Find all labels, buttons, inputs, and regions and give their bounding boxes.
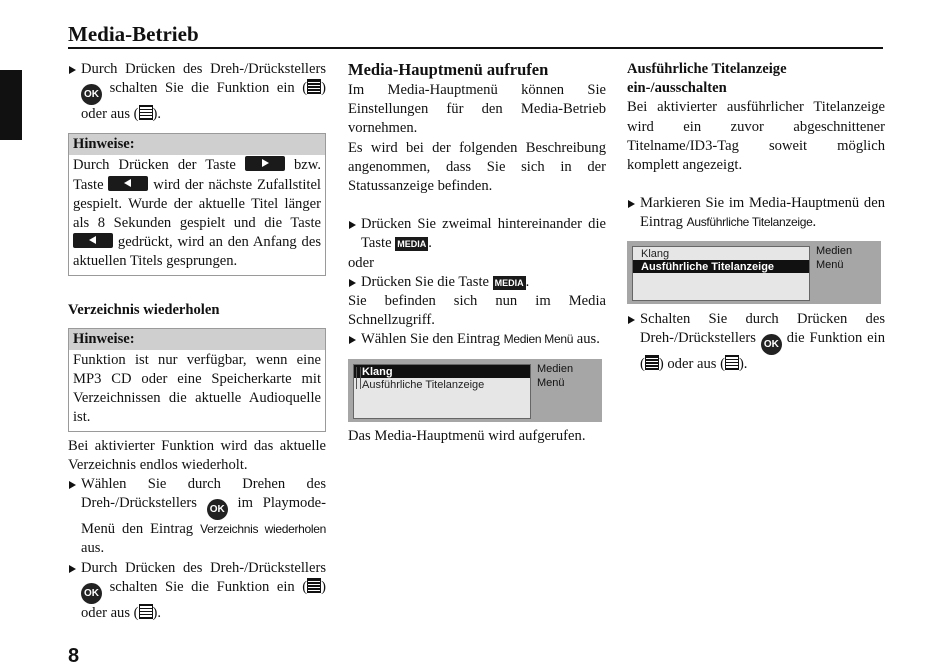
instruction-press-media: Drücken Sie die Taste MEDIA .	[348, 273, 606, 292]
ok-button-icon: OK	[81, 583, 102, 604]
paragraph-detailed-title: Bei aktivierter ausführlicher Titelanzeige wird ein zuvor abgeschnittener Titelname/ID3-Tag soweit möglich komplett angezeigt.	[627, 99, 885, 174]
screen-label: Menü	[816, 258, 844, 271]
section-heading: Media-Hauptmenü aufrufen	[348, 60, 549, 79]
note-box-shuffle	[68, 133, 326, 275]
paragraph-quick-access: Sie befinden sich nun im Media Schnellzugriff.	[348, 293, 606, 329]
off-state-icon	[139, 604, 153, 619]
previous-key-icon	[73, 233, 113, 248]
previous-key-icon	[108, 176, 148, 191]
on-state-icon	[307, 578, 321, 593]
menu-row-selected: Klang	[354, 365, 530, 378]
instruction-ok-toggle: Schalten Sie durch Drücken des Dreh-/Drückstellers OK die Funktion ein ( ) oder aus ( ).	[627, 310, 885, 374]
menu-list	[632, 246, 810, 301]
ok-button-icon: OK	[761, 334, 782, 355]
off-state-icon	[725, 355, 739, 370]
menu-list	[353, 364, 531, 419]
text-or: oder	[348, 254, 374, 271]
display-text: Verzeichnis wiederholen	[200, 522, 326, 537]
column-middle	[348, 60, 606, 446]
instruction-ok-toggle: Durch Drücken des Dreh-/Drückstellers OK schalten Sie die Funktion ein ( ) oder aus ( ).	[68, 60, 326, 124]
display-screenshot	[348, 359, 602, 422]
screen-label: Medien	[816, 244, 853, 257]
note-box-repeat	[68, 328, 326, 432]
instruction-mark-entry: Markieren Sie im Media-Hauptmenü den Eintrag Ausführliche Titelanzeige.	[627, 194, 885, 232]
screen-label: Menü	[537, 376, 565, 389]
media-key-icon: MEDIA	[397, 239, 427, 250]
page-header	[68, 20, 883, 49]
menu-row: Ausführliche Titelanzeige	[362, 378, 485, 391]
paragraph-repeat-info: Bei aktivierter Funktion wird das aktuelle Verzeichnis endlos wiederholt.	[68, 437, 326, 473]
paragraph-assumption: Es wird bei der folgenden Beschreibung angenommen, dass Sie sich in der Statussanzeige befinden.	[348, 139, 606, 195]
paragraph-result: Das Media-Hauptmenü wird aufgerufen.	[348, 427, 586, 444]
on-state-icon	[645, 355, 659, 370]
media-key-icon: MEDIA	[494, 277, 524, 288]
display-text: Ausführliche Titelanzeige	[686, 215, 813, 230]
chapter-tab-marker	[0, 70, 22, 140]
column-left	[68, 60, 326, 623]
instruction-ok-toggle: Durch Drücken des Dreh-/Drückstellers OK schalten Sie die Funktion ein ( ) oder aus ( ).	[68, 559, 326, 623]
subheading-repeat-directory: Verzeichnis wiederholen	[68, 301, 220, 318]
note-body: Funktion ist nur verfügbar, wenn eine MP3 CD oder eine Speicherkarte mit Verzeichnissen die aktuelle Audioquelle ist.	[73, 351, 321, 426]
scroll-marker	[356, 367, 361, 389]
instruction-select-repeat: Wählen Sie durch Drehen des Dreh-/Drückstellers OK im Playmode-Menü den Eintrag Verzeichnis wiederholen aus.	[68, 475, 326, 559]
screen-label: Medien	[537, 362, 574, 375]
display-screenshot	[627, 241, 881, 304]
note-body: Durch Drücken der Taste bzw. Taste wird der nächste Zufallstitel gespielt. Wurde der aktuelle Titel länger als 8 Sekunden gespielt und die Taste gedrückt, wird an den Anfang des aktuellen Titels gesprungen.	[73, 157, 321, 270]
next-key-icon	[245, 156, 285, 171]
instruction-select-media-menu: Wählen Sie den Eintrag Medien Menü aus.	[348, 330, 606, 349]
section-heading: Ausführliche Titelanzeige ein-/ausschalten	[627, 61, 787, 97]
off-state-icon	[139, 105, 153, 120]
instruction-press-media-twice: Drücken Sie zweimal hintereinander die Taste MEDIA .	[348, 215, 606, 253]
ok-button-icon: OK	[81, 84, 102, 105]
menu-row-selected: Ausführliche Titelanzeige	[633, 260, 809, 273]
on-state-icon	[307, 79, 321, 94]
ok-button-icon: OK	[207, 499, 228, 520]
paragraph-intro: Im Media-Hauptmenü können Sie Einstellungen für den Media-Betrieb vornehmen.	[348, 82, 606, 137]
menu-row: Klang	[641, 247, 670, 260]
display-text: Medien Menü	[503, 332, 574, 347]
page-title: Media-Betrieb	[68, 22, 199, 46]
note-heading: Hinweise:	[69, 329, 325, 350]
note-heading: Hinweise:	[69, 134, 325, 155]
page-number: 8	[68, 645, 79, 667]
column-right	[627, 60, 885, 374]
